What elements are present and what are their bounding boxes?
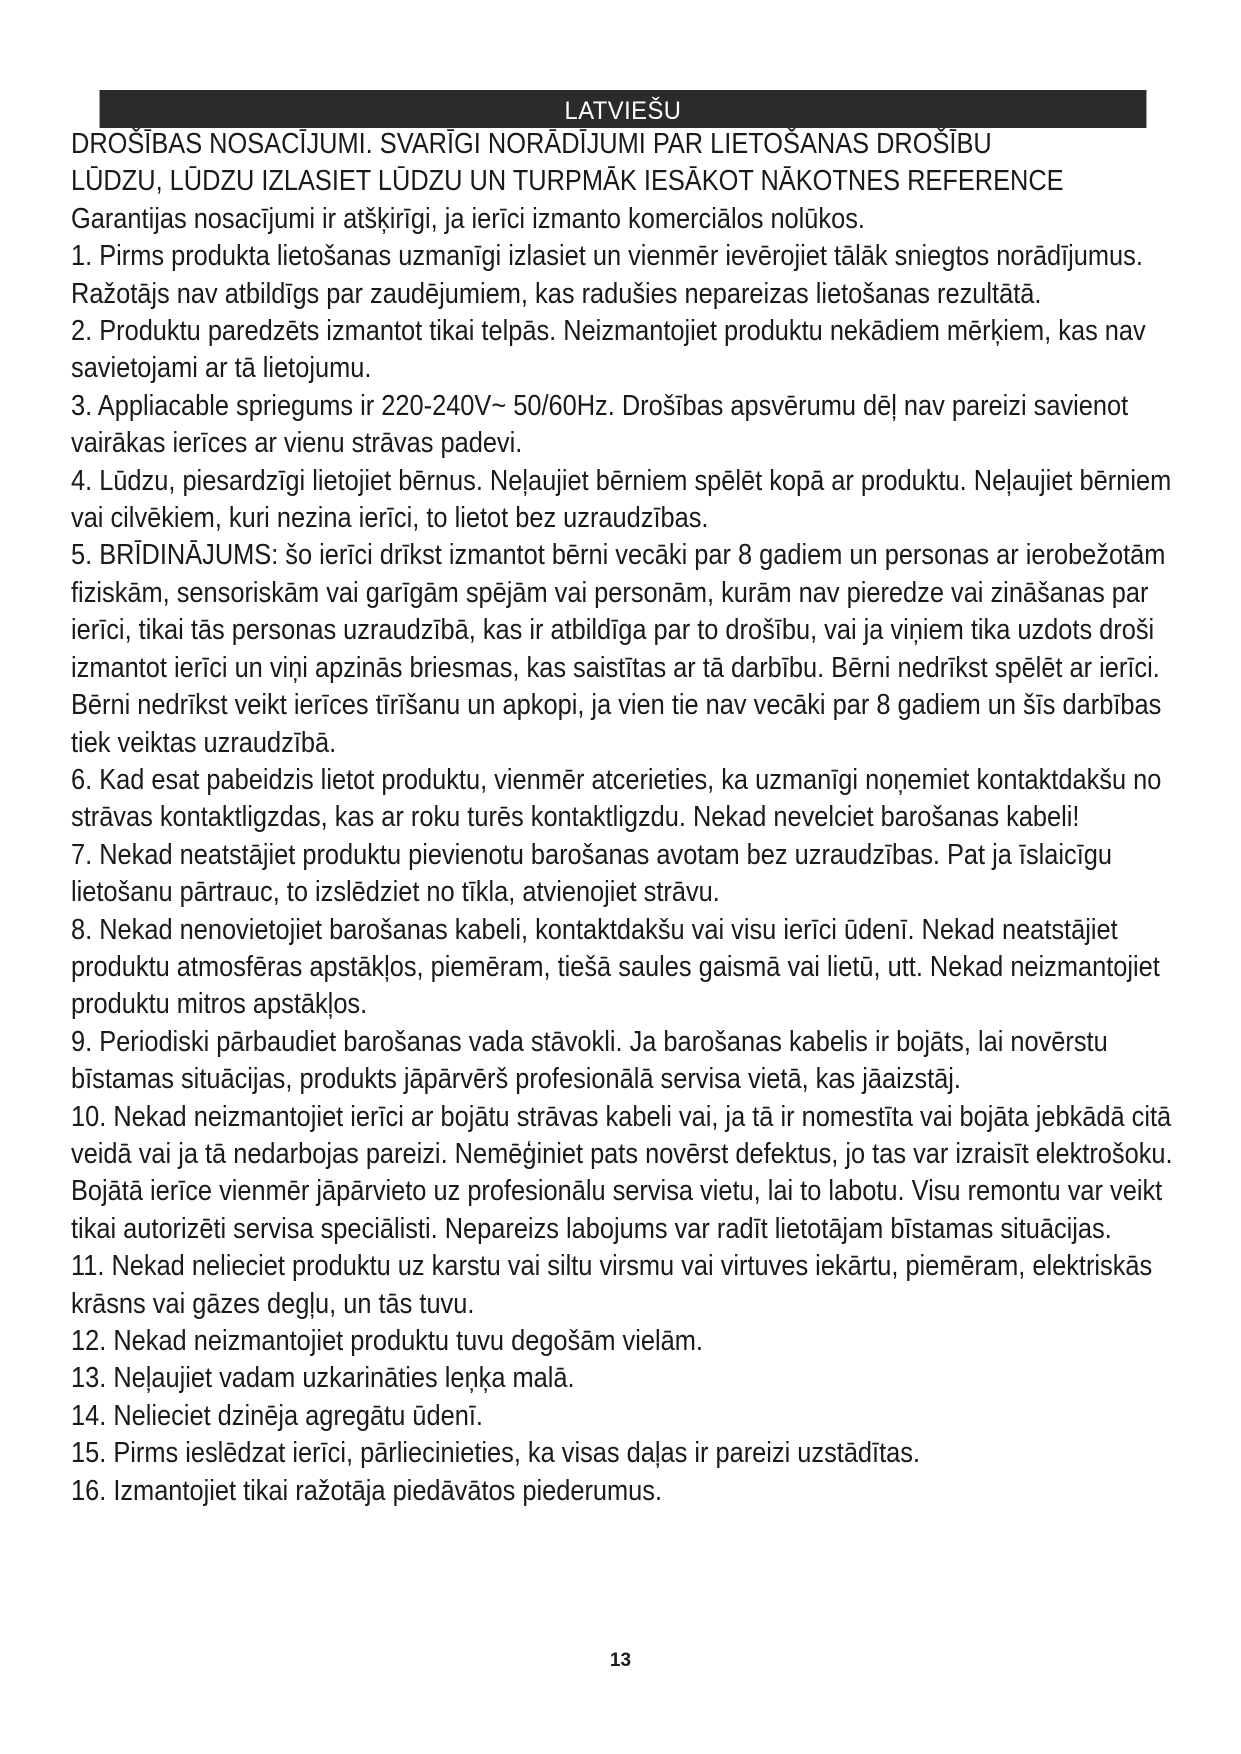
instruction-item: 5. BRĪDINĀJUMS: šo ierīci drīkst izmantot bērni vecāki par 8 gadiem un personas ar ierobežotām fiziskām, sensoriskām vai garīgām spējām vai personām, kurām nav pieredze vai zināšanas par ierīci, tikai tās personas uzraudzībā, kas ir atbildīga par to drošību, vai ja viņiem tika uzdots droši izmantot ierīci un viņi apzinās briesmas, kas saistītas ar tā darbību. Bērni nedrīkst spēlēt ar ierīci. Bērni nedrīkst veikt ierīces tīrīšanu un apkopi, ja vien tie nav vecāki par 8 gadiem un šīs darbības tiek veiktas uzraudzībā.: [71, 539, 1166, 759]
instruction-item: 13. Neļaujiet vadam uzkarināties leņķa malā.: [71, 1362, 575, 1395]
heading-line: DROŠĪBAS NOSACĪJUMI. SVARĪGI NORĀDĪJUMI PAR LIETOŠANAS DROŠĪBU: [71, 128, 992, 160]
instruction-item: 10. Nekad neizmantojiet ierīci ar bojātu strāvas kabeli vai, ja tā ir nomestīta vai bojāta jebkādā citā veidā vai ja tā nedarbojas pareizi. Nemēģiniet pats novērst defektus, jo tas var izraisīt elektrošoku. Bojātā ierīce vienmēr jāpārvieto uz profesionālu servisa vietu, lai to labotu. Visu remontu var veikt tikai autorizēti servisa speciālisti. Nepareizs labojums var radīt lietotājam bīstamas situācijas.: [71, 1100, 1173, 1245]
warranty-note: Garantijas nosacījumi ir atšķirīgi, ja ierīci izmanto komerciālos nolūkos.: [71, 202, 865, 235]
instruction-item: 1. Pirms produkta lietošanas uzmanīgi izlasiet un vienmēr ievērojiet tālāk sniegtos norādījumus. Ražotājs nav atbildīgs par zaudējumiem, kas radušies nepareizas lietošanas rezultātā.: [71, 240, 1143, 310]
language-header-bar: LATVIEŠU: [100, 90, 1147, 128]
instruction-item: 15. Pirms ieslēdzat ierīci, pārliecinieties, ka visas daļas ir pareizi uzstādītas.: [71, 1437, 921, 1470]
instruction-item: 11. Nekad nelieciet produktu uz karstu vai siltu virsmu vai virtuves iekārtu, piemēram, elektriskās krāsns vai gāzes degļu, un tās tuvu.: [71, 1250, 1153, 1320]
instruction-item: 9. Periodiski pārbaudiet barošanas vada stāvokli. Ja barošanas kabelis ir bojāts, lai novērstu bīstamas situācijas, produkts jāpārvērš profesionālā servisa vietā, kas jāaizstāj.: [71, 1025, 1108, 1096]
instruction-item: 6. Kad esat pabeidzis lietot produktu, vienmēr atcerieties, ka uzmanīgi noņemiet kontaktdakšu no strāvas kontaktligzdas, kas ar roku turēs kontaktligzdu. Nekad nevelciet barošanas kabeli!: [71, 763, 1162, 834]
instruction-item: 12. Nekad neizmantojiet produktu tuvu degošām vielām.: [71, 1325, 703, 1357]
instruction-item: 3. Appliacable spriegums ir 220-240V~ 50/60Hz. Drošības apsvērumu dēļ nav pareizi savienot vairākas ierīces ar vienu strāvas padevi.: [71, 389, 1129, 460]
instruction-item: 2. Produktu paredzēts izmantot tikai telpās. Neizmantojiet produktu nekādiem mērķiem, kas nav savietojami ar tā lietojumu.: [71, 315, 1146, 385]
safety-instructions: [71, 126, 1177, 1510]
page-number: 13: [609, 1650, 632, 1671]
heading-line: LŪDZU, LŪDZU IZLASIET LŪDZU UN TURPMĀK IESĀKOT NĀKOTNES REFERENCE: [71, 165, 1064, 198]
instruction-item: 7. Nekad neatstājiet produktu pievienotu barošanas avotam bez uzraudzības. Pat ja īslaicīgu lietošanu pārtrauc, to izslēdziet no tīkla, atvienojiet strāvu.: [71, 838, 1113, 909]
instruction-item: 14. Nelieciet dzinēja agregātu ūdenī.: [71, 1399, 483, 1432]
instruction-item: 4. Lūdzu, piesardzīgi lietojiet bērnus. Neļaujiet bērniem spēlēt kopā ar produktu. Neļaujiet bērniem vai cilvēkiem, kuri nezina ierīci, to lietot bez uzraudzības.: [71, 464, 1172, 535]
instruction-item: 8. Nekad nenovietojiet barošanas kabeli, kontaktdakšu vai visu ierīci ūdenī. Nekad neatstājiet produktu atmosfēras apstākļos, piemēram, tiešā saules gaismā vai lietū, utt. Nekad neizmantojiet produktu mitros apstākļos.: [71, 913, 1160, 1021]
instruction-item: 16. Izmantojiet tikai ražotāja piedāvātos piederumus.: [71, 1474, 663, 1507]
